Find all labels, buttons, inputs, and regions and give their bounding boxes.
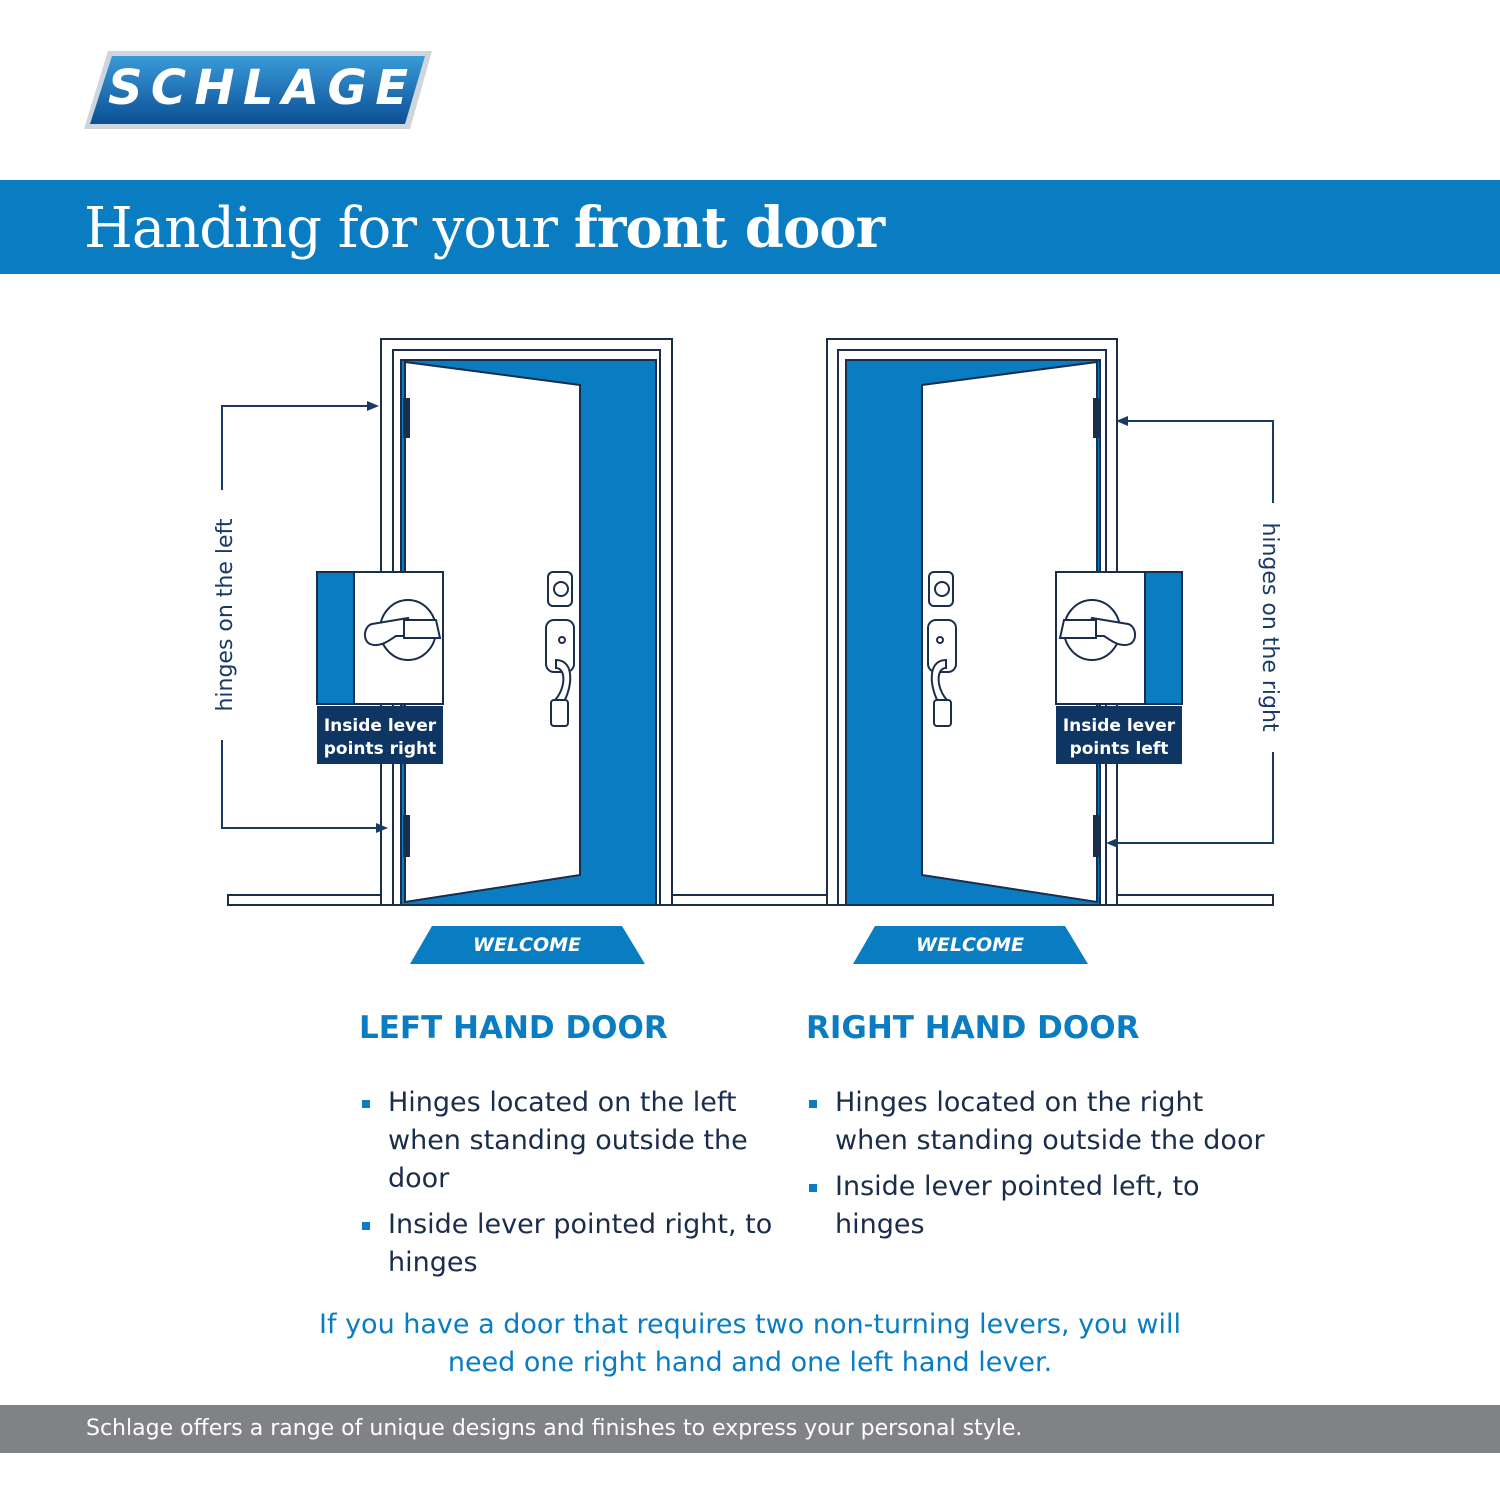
bullet-icon (809, 1100, 817, 1108)
hinge-icon (403, 815, 410, 857)
right-door-bullets (807, 1084, 1277, 1252)
left-lever-callout (317, 572, 443, 764)
floor-right (1115, 895, 1273, 905)
bullet-text: Hinges located on the left when standing outside the door (388, 1087, 748, 1194)
left-callout-line1: Inside lever (323, 716, 437, 736)
bullet-text: Inside lever pointed left, to hinges (835, 1171, 1200, 1240)
right-callout-line1: Inside lever (1062, 716, 1176, 736)
page-title (84, 195, 885, 261)
left-welcome-mat (410, 926, 645, 964)
right-welcome-mat (853, 926, 1088, 964)
left-mat-text: WELCOME (472, 934, 582, 956)
arrow-icon (367, 401, 379, 411)
bullet-text: Inside lever pointed right, to hinges (388, 1209, 773, 1278)
right-door-heading: RIGHT HAND DOOR (806, 1010, 1140, 1046)
hinge-icon (1093, 398, 1100, 438)
list-item (807, 1168, 1277, 1244)
door-handing-diagram (0, 300, 1500, 990)
floor-left (228, 895, 383, 905)
right-lever-callout (1056, 572, 1182, 764)
schlage-logo (80, 45, 435, 135)
title-bold: front door (573, 195, 885, 261)
right-callout-line2: points left (1069, 739, 1169, 759)
logo-wordmark: SCHLAGE (108, 60, 408, 116)
list-item (807, 1084, 1277, 1160)
title-light: Handing for your (84, 196, 574, 261)
left-door-heading: LEFT HAND DOOR (359, 1010, 668, 1046)
floor-middle (670, 895, 828, 905)
left-side-label: hinges on the left (213, 518, 238, 712)
footer-text: Schlage offers a range of unique designs and finishes to express your personal style. (86, 1416, 1023, 1441)
right-mat-text: WELCOME (915, 934, 1025, 956)
left-door-bullets (360, 1084, 780, 1290)
bullet-text: Hinges located on the right when standing outside the door (835, 1087, 1265, 1156)
bullet-icon (362, 1222, 370, 1230)
list-item (360, 1206, 780, 1282)
bullet-icon (362, 1100, 370, 1108)
left-callout-line2: points right (323, 739, 437, 759)
footer-bar (0, 1405, 1500, 1453)
bullet-icon (809, 1184, 817, 1192)
two-lever-note: If you have a door that requires two non-turning levers, you will need one right hand and one left hand lever. (319, 1309, 1181, 1378)
title-banner (0, 180, 1500, 274)
right-side-label: hinges on the right (1257, 522, 1282, 732)
list-item (360, 1084, 780, 1198)
hinge-icon (403, 398, 410, 438)
hinge-icon (1093, 815, 1100, 857)
